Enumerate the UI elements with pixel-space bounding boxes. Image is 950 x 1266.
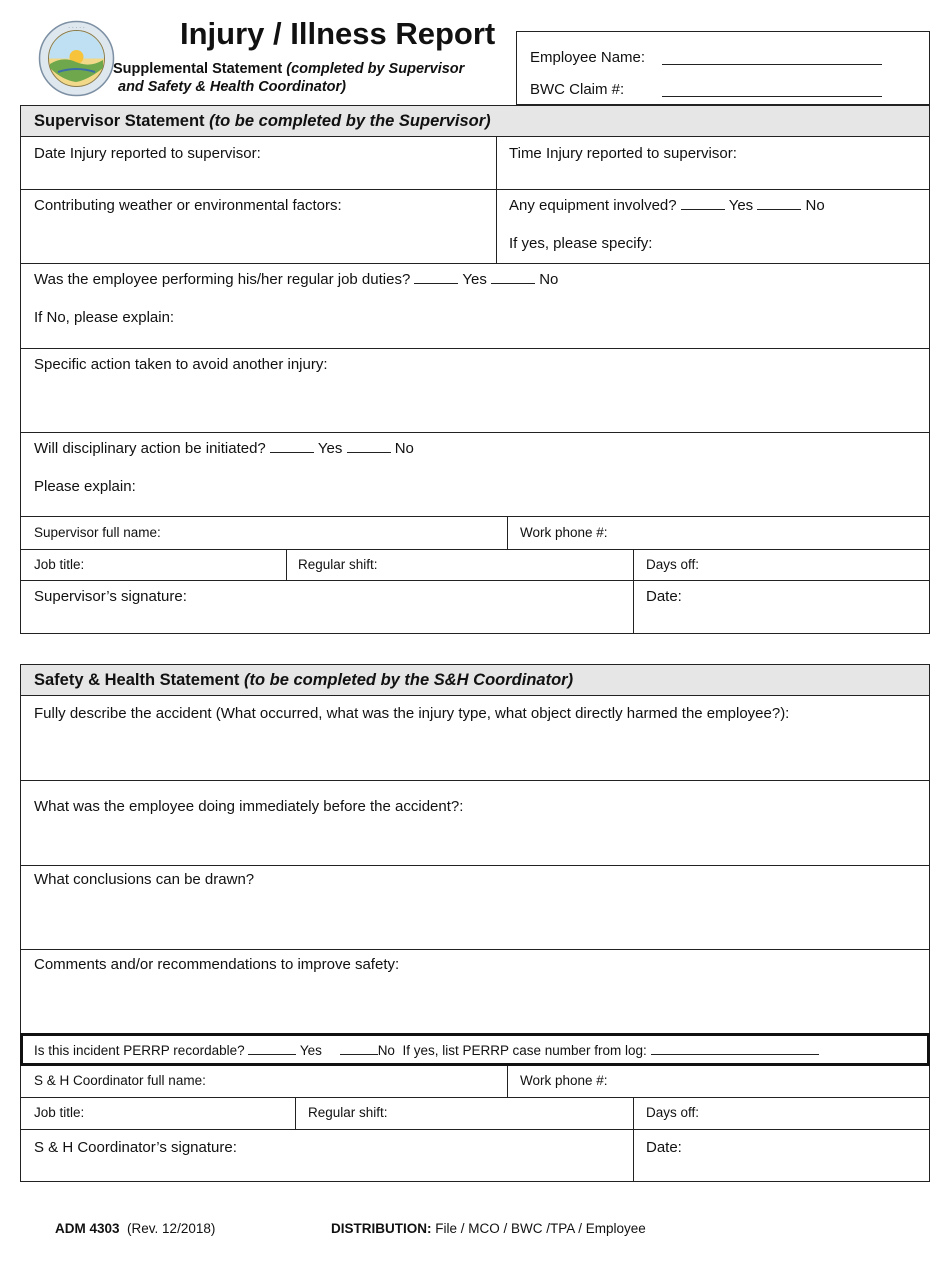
sh-date-label: Date: — [646, 1139, 682, 1156]
safety-section — [20, 664, 930, 1182]
distribution — [331, 1221, 646, 1236]
weather-factors-label: Contributing weather or environmental factors: — [34, 197, 342, 214]
specific-action-label: Specific action taken to avoid another injury: — [34, 356, 328, 373]
duties-yes-blank[interactable] — [414, 271, 458, 284]
distribution-label: DISTRIBUTION: — [331, 1221, 432, 1236]
sh-job-title-label: Job title: — [34, 1105, 85, 1120]
disciplinary-yes-label: Yes — [317, 440, 343, 457]
equipment-specify-label: If yes, please specify: — [509, 235, 653, 252]
divider — [20, 1129, 930, 1130]
divider — [507, 516, 508, 549]
distribution-value: File / MCO / BWC /TPA / Employee — [435, 1221, 646, 1236]
disciplinary-no-blank[interactable] — [347, 440, 391, 453]
divider — [20, 1097, 930, 1098]
equipment-no-label: No — [805, 197, 825, 214]
divider — [20, 189, 930, 190]
employee-name-field[interactable] — [662, 50, 882, 65]
supervisor-full-name-label: Supervisor full name: — [34, 525, 161, 540]
perrp-yes-blank[interactable] — [248, 1042, 296, 1055]
duties-no-label: No — [539, 271, 559, 288]
duties-yes-label: Yes — [462, 271, 487, 288]
form-subtitle-line2 — [118, 78, 346, 96]
form-number-code: ADM 4303 — [55, 1221, 120, 1236]
equipment-yes-blank[interactable] — [681, 197, 725, 210]
disciplinary-yes-blank[interactable] — [270, 440, 314, 453]
divider — [507, 1066, 508, 1097]
form-revision: (Rev. 12/2018) — [127, 1221, 216, 1236]
divider — [20, 432, 930, 433]
supervisor-date-label: Date: — [646, 588, 682, 605]
regular-duties-question — [34, 271, 558, 288]
divider — [20, 348, 930, 349]
perrp-case-label: If yes, list PERRP case number from log: — [402, 1043, 647, 1058]
sh-signature-label: S & H Coordinator’s signature: — [34, 1139, 237, 1156]
divider — [633, 549, 634, 634]
divider — [496, 137, 497, 264]
supervisor-signature-label: Supervisor’s signature: — [34, 588, 187, 605]
safety-heading-italic: (to be completed by the S&H Coordinator) — [243, 671, 574, 689]
form-subtitle — [113, 60, 464, 78]
perrp-no-blank[interactable] — [340, 1042, 378, 1055]
regular-duties-q-text: Was the employee performing his/her regular job duties? — [34, 271, 411, 288]
divider — [295, 1097, 296, 1129]
divider — [20, 549, 930, 550]
state-seal — [38, 20, 115, 97]
equipment-no-blank[interactable] — [757, 197, 801, 210]
form-number — [55, 1221, 215, 1236]
please-explain-label: Please explain: — [34, 478, 136, 495]
duties-no-blank[interactable] — [491, 271, 535, 284]
describe-accident-label: Fully describe the accident (What occurred, what was the injury type, what object directly harmed the employee?): — [34, 705, 790, 722]
equipment-yes-label: Yes — [728, 197, 754, 214]
divider — [20, 263, 930, 264]
ohio-seal-icon — [38, 20, 115, 97]
doing-before-label: What was the employee doing immediately before the accident?: — [34, 798, 464, 815]
bwc-claim-label: BWC Claim #: — [530, 81, 625, 98]
divider — [633, 1097, 634, 1182]
subtitle-italic-1: (completed by Supervisor — [286, 61, 465, 77]
divider — [286, 549, 287, 580]
disciplinary-question — [34, 440, 414, 457]
supervisor-job-title-label: Job title: — [34, 557, 85, 572]
time-reported-label: Time Injury reported to supervisor: — [509, 145, 737, 162]
perrp-q-text: Is this incident PERRP recordable? — [34, 1043, 245, 1058]
supervisor-heading-bold: Supervisor Statement — [34, 112, 205, 130]
divider — [20, 865, 930, 866]
equipment-q-text: Any equipment involved? — [509, 197, 677, 214]
comments-label: Comments and/or recommendations to improve safety: — [34, 956, 400, 973]
if-no-explain-label: If No, please explain: — [34, 309, 175, 326]
supervisor-heading-italic: (to be completed by the Supervisor) — [209, 112, 491, 130]
supervisor-days-off-label: Days off: — [646, 557, 700, 572]
disciplinary-no-label: No — [394, 440, 414, 457]
supervisor-work-phone-label: Work phone #: — [520, 525, 608, 540]
form-title: Injury / Illness Report — [180, 16, 496, 51]
sh-work-phone-label: Work phone #: — [520, 1073, 608, 1088]
safety-heading-bold: Safety & Health Statement — [34, 671, 240, 689]
disciplinary-q-text: Will disciplinary action be initiated? — [34, 440, 266, 457]
divider — [20, 780, 930, 781]
divider — [20, 516, 930, 517]
sh-days-off-label: Days off: — [646, 1105, 700, 1120]
perrp-yes-label: Yes — [299, 1043, 322, 1058]
sh-regular-shift-label: Regular shift: — [308, 1105, 388, 1120]
divider — [20, 580, 930, 581]
equipment-question — [509, 197, 825, 214]
subtitle-bold: Supplemental Statement — [113, 61, 283, 77]
bwc-claim-field[interactable] — [662, 82, 882, 97]
conclusions-label: What conclusions can be drawn? — [34, 871, 255, 888]
svg-text:· · · · ·: · · · · · — [68, 25, 85, 31]
perrp-no-label: No — [377, 1043, 395, 1058]
subtitle-italic-2: and Safety & Health Coordinator) — [118, 79, 346, 95]
perrp-case-blank[interactable] — [651, 1042, 819, 1055]
sh-full-name-label: S & H Coordinator full name: — [34, 1073, 206, 1088]
divider — [20, 949, 930, 950]
supervisor-heading — [34, 112, 491, 131]
perrp-question — [34, 1042, 819, 1058]
safety-heading — [34, 671, 573, 690]
supervisor-regular-shift-label: Regular shift: — [298, 557, 378, 572]
employee-name-label: Employee Name: — [530, 49, 646, 66]
date-reported-label: Date Injury reported to supervisor: — [34, 145, 261, 162]
